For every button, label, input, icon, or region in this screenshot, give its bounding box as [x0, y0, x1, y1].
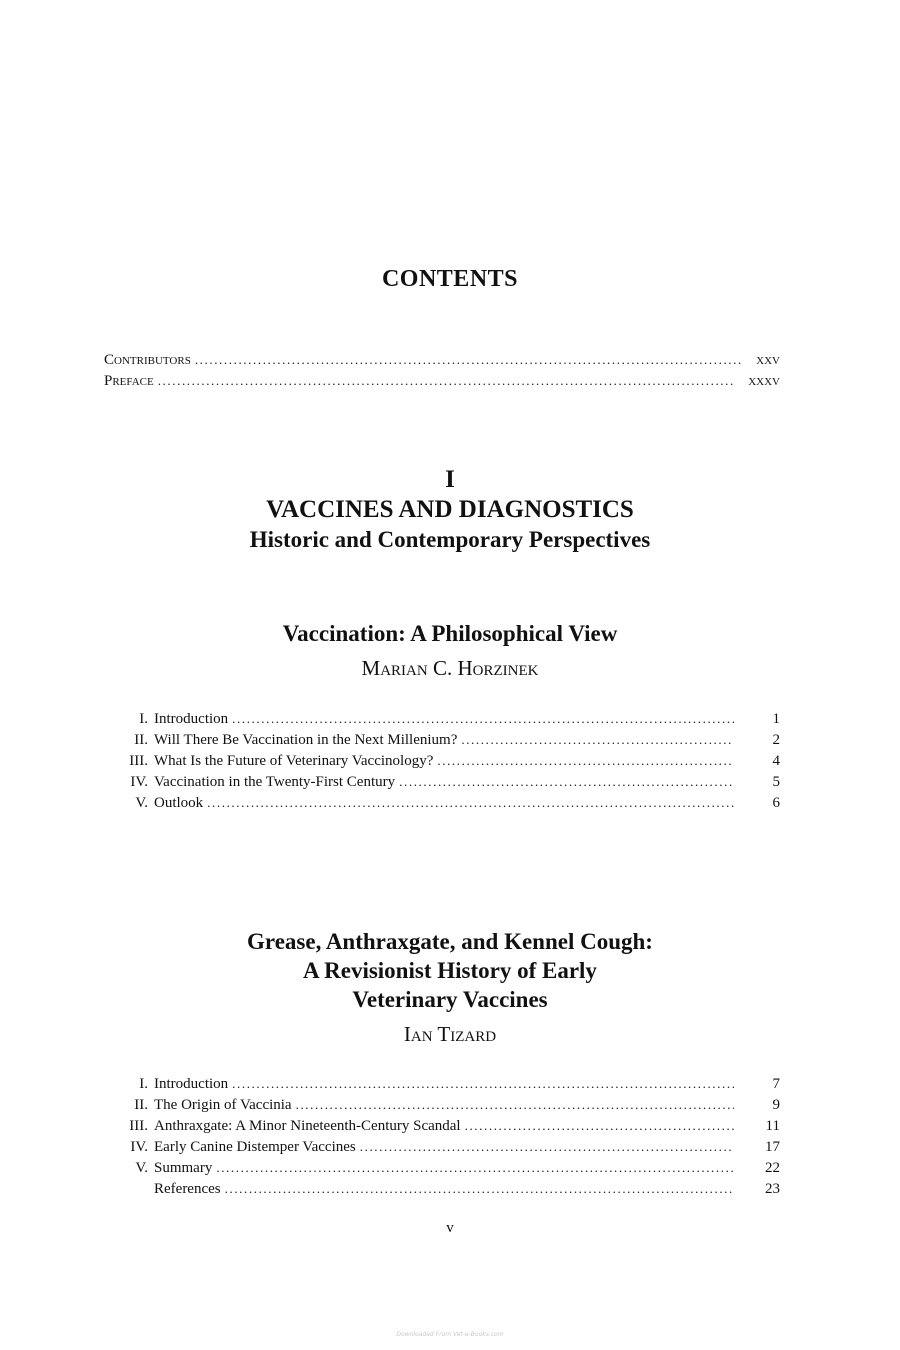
- section-list: [104, 708, 780, 813]
- section-title: Summary: [154, 1160, 213, 1176]
- section-title: What Is the Future of Veterinary Vaccinology?: [154, 753, 434, 769]
- section-title: Vaccination in the Twenty-First Century: [154, 774, 396, 790]
- section-title: Early Canine Distemper Vaccines: [154, 1139, 356, 1155]
- dot-leader: [465, 1115, 734, 1136]
- section-row: [104, 750, 780, 771]
- chapter-title-line: Veterinary Vaccines: [352, 987, 548, 1012]
- section-numeral: II.: [134, 1097, 148, 1113]
- chapter-author: Ian Tizard: [403, 1022, 497, 1046]
- section-numeral: V.: [135, 1160, 148, 1176]
- dot-leader: [216, 1157, 734, 1178]
- part-number: I: [445, 466, 455, 493]
- section-page: 7: [772, 1076, 780, 1092]
- dot-leader: [461, 729, 734, 750]
- section-numeral: IV.: [130, 774, 148, 790]
- front-matter-label: Contributors: [104, 352, 191, 368]
- section-page: 6: [772, 795, 780, 811]
- section-title: References: [154, 1181, 221, 1197]
- section-title: Introduction: [154, 711, 229, 727]
- chapter-title: [0, 619, 900, 648]
- section-numeral: II.: [134, 732, 148, 748]
- chapter-author: Marian C. Horzinek: [361, 656, 539, 680]
- contents-heading: CONTENTS: [381, 266, 519, 292]
- dot-leader: [225, 1178, 734, 1199]
- dot-leader: [399, 771, 734, 792]
- section-row: [104, 1094, 780, 1115]
- dot-leader: [296, 1094, 734, 1115]
- dot-leader: [232, 708, 734, 729]
- front-matter-contributors: [104, 350, 780, 370]
- dot-leader: [195, 350, 742, 370]
- part-subtitle: Historic and Contemporary Perspectives: [249, 527, 651, 552]
- section-page: 1: [772, 711, 780, 727]
- section-list: [104, 1073, 780, 1199]
- section-row: [104, 771, 780, 792]
- section-page: 23: [765, 1181, 780, 1197]
- front-matter-page: xxxv: [748, 373, 780, 389]
- section-row: [104, 1178, 780, 1199]
- section-title: Outlook: [154, 795, 204, 811]
- section-row: [104, 792, 780, 813]
- section-row: [104, 1157, 780, 1178]
- dot-leader: [232, 1073, 734, 1094]
- dot-leader: [158, 371, 735, 391]
- dot-leader: [207, 792, 734, 813]
- section-row: [104, 1073, 780, 1094]
- section-title: The Origin of Vaccinia: [154, 1097, 292, 1113]
- download-watermark: Downloaded From Vet-e-Books.com: [396, 1331, 504, 1338]
- chapter-title-line: A Revisionist History of Early: [303, 958, 597, 983]
- section-title: Anthraxgate: A Minor Nineteenth-Century Scandal: [154, 1118, 461, 1134]
- section-row: [104, 1136, 780, 1157]
- section-page: 2: [772, 732, 780, 748]
- chapter-title: [0, 927, 900, 1014]
- section-numeral: I.: [139, 1076, 148, 1092]
- section-page: 11: [765, 1118, 780, 1134]
- section-page: 4: [772, 753, 780, 769]
- dot-leader: [437, 750, 734, 771]
- section-title: Introduction: [154, 1076, 229, 1092]
- section-page: 9: [772, 1097, 780, 1113]
- section-row: [104, 1115, 780, 1136]
- section-numeral: I.: [139, 711, 148, 727]
- section-title: Will There Be Vaccination in the Next Millenium?: [154, 732, 458, 748]
- section-page: 5: [772, 774, 780, 790]
- section-row: [104, 729, 780, 750]
- dot-leader: [360, 1136, 734, 1157]
- section-page: 22: [765, 1160, 780, 1176]
- section-numeral: V.: [135, 795, 148, 811]
- front-matter-page: xxv: [756, 352, 780, 368]
- front-matter-label: Preface: [104, 373, 154, 389]
- section-page: 17: [765, 1139, 780, 1155]
- page-folio: v: [446, 1220, 454, 1236]
- section-numeral: III.: [129, 1118, 148, 1134]
- chapter-title-line: Grease, Anthraxgate, and Kennel Cough:: [247, 929, 653, 954]
- front-matter-preface: [104, 371, 780, 391]
- chapter-title-line: Vaccination: A Philosophical View: [282, 621, 618, 646]
- section-row: [104, 708, 780, 729]
- section-numeral: III.: [129, 753, 148, 769]
- section-numeral: IV.: [130, 1139, 148, 1155]
- part-title: VACCINES AND DIAGNOSTICS: [266, 496, 634, 523]
